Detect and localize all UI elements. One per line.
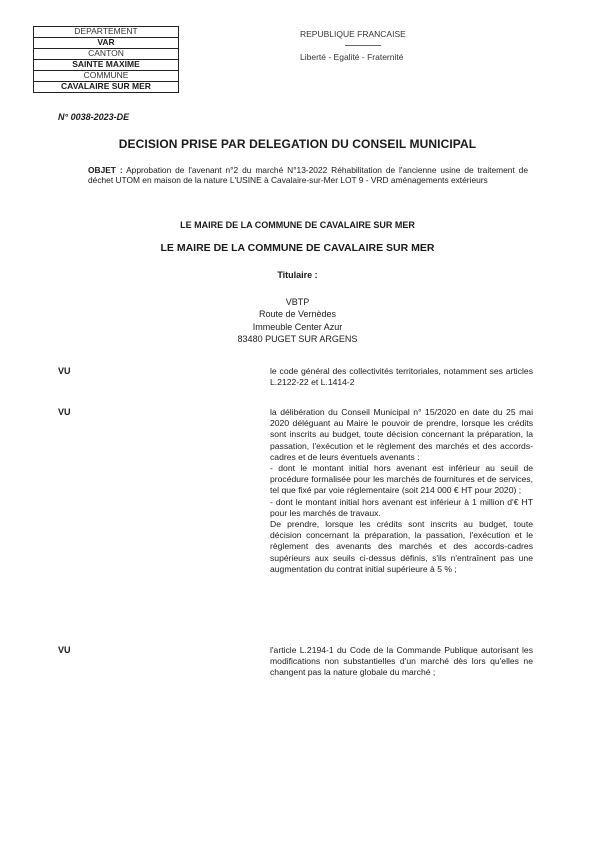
- titulaire-building: Immeuble Center Azur: [252, 321, 343, 332]
- admin-header-box: [33, 26, 179, 93]
- admin-row-canton: SAINTE MAXIME: [34, 60, 178, 71]
- vu-paragraph: l'article L.2194-1 du Code de la Commande Publique autorisant les modifications non substantielles d'un marché dès lors qu'elles ne changent pas la nature globale du marché ;: [270, 645, 533, 678]
- admin-row-departement: VAR: [34, 38, 178, 49]
- republic-header: [300, 29, 450, 62]
- republic-divider: [345, 45, 381, 46]
- vu-paragraph: - dont le montant initial hors avenant est inférieur au seuil de procédure formalisée pour les marchés de fournitures et de services, tel que fixé par voie réglementaire (soit 214 000 € HT pour 2020) ;: [270, 463, 533, 496]
- titulaire-address: [0, 296, 595, 345]
- titulaire-city: 83480 PUGET SUR ARGENS: [237, 333, 358, 344]
- titulaire-label: Titulaire :: [277, 270, 318, 280]
- vu-label-3: VU: [58, 645, 71, 655]
- maire-heading-2: LE MAIRE DE LA COMMUNE DE CAVALAIRE SUR MER: [160, 242, 435, 254]
- vu-paragraph: la délibération du Conseil Municipal n° 15/2020 en date du 25 mai 2020 déléguant au Maire le pouvoir de prendre, lorsque les crédits sont inscrits au budget, toute décision concernant la préparation, la passation, l'exécution et le règlement des marchés et des accords-cadres et de leurs éventuels avenants :: [270, 407, 533, 462]
- objet-block: [88, 165, 528, 186]
- admin-row-commune: CAVALAIRE SUR MER: [61, 82, 151, 91]
- admin-row-canton-label: CANTON: [34, 49, 178, 60]
- maire-heading-1: LE MAIRE DE LA COMMUNE DE CAVALAIRE SUR MER: [180, 220, 415, 230]
- page-title: DECISION PRISE PAR DELEGATION DU CONSEIL MUNICIPAL: [118, 137, 477, 151]
- titulaire-street: Route de Vernèdes: [258, 309, 337, 320]
- vu-paragraph: - dont le montant initial hors avenant est inférieur à 1 million d'€ HT pour les marchés de travaux.: [270, 496, 533, 518]
- republic-name: REPUBLIQUE FRANCAISE: [300, 29, 406, 39]
- vu-text-3: [270, 645, 533, 679]
- vu-text-1: [270, 366, 533, 388]
- admin-row-departement-label: DEPARTEMENT: [34, 27, 178, 38]
- vu-label-1: VU: [58, 366, 71, 376]
- titulaire-name: VBTP: [285, 297, 310, 307]
- vu-label-2: VU: [58, 407, 71, 417]
- vu-text-2: [270, 407, 533, 575]
- republic-motto: Liberté - Egalité - Fraternité: [300, 52, 404, 62]
- vu-paragraph: le code général des collectivités territoriales, notamment ses articles L.2122-22 et L.1414-2: [270, 366, 533, 388]
- vu-paragraph: De prendre, lorsque les crédits sont inscrits au budget, toute décision concernant la préparation, la passation, l'exécution et le règlement des avenants des marchés et des accords-cadres supérieurs aux seuils ci-dessus définis, s'ils n'entraînent pas une augmentation du contrat initial supérieure à 5 % ;: [270, 519, 533, 574]
- objet-text: Approbation de l'avenant n°2 du marché N°13-2022 Réhabilitation de l'ancienne usine de traitement de déchet UTOM en maison de la nature L'USINE à Cavalaire-sur-Mer LOT 9 - VRD aménagements extérieurs: [88, 165, 528, 186]
- admin-row-commune-label: COMMUNE: [34, 71, 178, 82]
- objet-label: OBJET :: [88, 165, 123, 175]
- decision-reference: N° 0038-2023-DE: [58, 112, 130, 122]
